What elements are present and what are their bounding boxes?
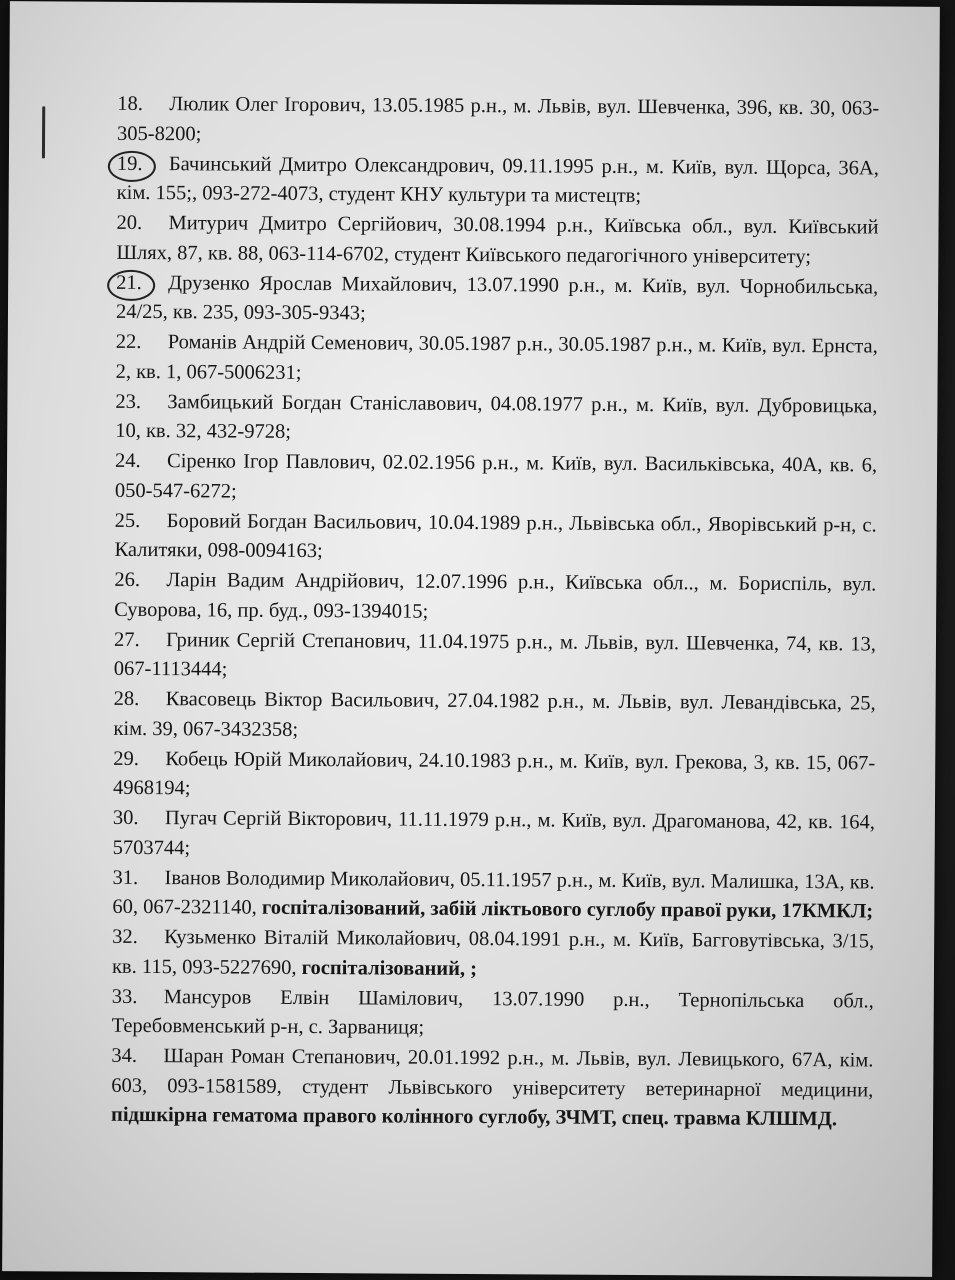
entry-text: Боровий Богдан Васильович, 10.04.1989 р.н., Львівська обл., Яворівський р-н, с. Калитяки, 098-0094163;	[114, 509, 877, 563]
list-item	[111, 1042, 874, 1135]
list-item	[116, 209, 878, 273]
document-page	[2, 1, 940, 1277]
list-item	[112, 982, 874, 1046]
entry-number: 22.	[115, 330, 142, 353]
entry-text: Друзенко Ярослав Михайлович, 13.07.1990 р.н., м. Київ, вул. Чорнобильська, 24/25, кв. 235, 093-305-9343;	[115, 271, 879, 325]
entry-text: Квасовець Віктор Васильович, 27.04.1982 р.н., м. Львів, вул. Левандівська, 25, кім. 39, 067-3432358;	[113, 688, 876, 741]
entry-list	[111, 90, 879, 1136]
list-item	[114, 625, 876, 689]
entry-number-circled: 19.	[117, 149, 169, 179]
entry-text: Пугач Сергій Вікторович, 11.11.1979 р.н., м. Київ, вул. Драгоманова, 42, кв. 164, 5703744;	[112, 807, 875, 859]
entry-text: Люлик Олег Ігорович, 13.05.1985 р.н., м. Львів, вул. Шевченка, 396, кв. 30, 063-305-8200;	[117, 93, 880, 145]
entry-text: Ларін Вадим Андрійович, 12.07.1996 р.н., Київська обл.., м. Бориспіль, вул. Суворова, 16, пр. буд., 093-1394015;	[114, 569, 877, 623]
entry-text: Кузьменко Віталій Миколайович, 08.04.1991 р.н., м. Київ, Багговутівська, 3/15, кв. 115, 093-5227690,	[111, 926, 875, 979]
entry-number: 27.	[113, 628, 140, 651]
list-item	[115, 447, 877, 511]
list-item	[113, 685, 875, 749]
entry-text: Замбицький Богдан Станіславович, 04.08.1977 р.н., м. Київ, вул. Дубровицька, 10, кв. 32, 432-9728;	[115, 390, 878, 443]
list-item	[116, 328, 878, 392]
entry-text: Митурич Дмитро Сергійович, 30.08.1994 р.н., Київська обл., вул. Київський Шлях, 87, кв. 88, 063-114-6702, студент Київського педагогічного університету;	[116, 212, 879, 268]
entry-text: Кобець Юрій Миколайович, 24.10.1983 р.н., м. Київ, вул. Грекова, 3, кв. 15, 067-4968194;	[113, 747, 876, 800]
entry-number: 25.	[114, 509, 141, 532]
entry-number: 34.	[111, 1044, 138, 1067]
entry-number: 18.	[117, 92, 143, 115]
entry-text: Бачинський Дмитро Олександрович, 09.11.1995 р.н., м. Київ, вул. Щорса, 36А, кім. 155;, 093-272-4073, студент КНУ культури та мистецтв;	[116, 152, 879, 208]
entry-bold-text: госпіталізований, ;	[301, 956, 478, 980]
entry-number: 28.	[113, 687, 140, 710]
entry-bold-text: підшкірна гематома правого колінного суглобу, ЗЧМТ, спец. травма КЛШМД.	[111, 1103, 838, 1131]
list-item	[116, 268, 878, 332]
list-item	[114, 506, 876, 570]
entry-number: 23.	[115, 390, 142, 413]
entry-text: Гриник Сергій Степанович, 11.04.1975 р.н., м. Львів, вул. Шевченка, 74, кв. 13, 067-1113444;	[113, 628, 877, 681]
list-item	[114, 566, 876, 630]
entry-text: Сіренко Ігор Павлович, 02.02.1956 р.н., м. Київ, вул. Васильківська, 40А, кв. 6, 050-547-6272;	[114, 450, 878, 503]
entry-text: Романів Андрій Семенович, 30.05.1987 р.н., 30.05.1987 р.н., м. Київ, вул. Ернста, 2, кв. 1, 067-5006231;	[115, 331, 878, 384]
entry-number: 31.	[112, 866, 139, 889]
margin-pen-mark	[42, 106, 45, 158]
list-item	[113, 804, 875, 868]
list-item	[112, 923, 874, 987]
entry-text: Шаран Роман Степанович, 20.01.1992 р.н., м. Львів, вул. Левицького, 67А, кім. 603, 093-1581589, студент Львівського університету ветеринарної медицини,	[111, 1045, 874, 1101]
list-item	[117, 90, 879, 154]
entry-text: Мансуров Елвін Шамілович, 13.07.1990 р.н., Тернопільська обл., Теребовменський р-н, с. Зарваниця;	[111, 985, 874, 1039]
entry-number: 20.	[116, 211, 143, 234]
list-item	[113, 744, 875, 808]
list-item	[112, 863, 874, 927]
entry-number: 24.	[115, 449, 141, 472]
entry-bold-text: госпіталізований, забій ліктьового суглобу правої руки, 17КМКЛ;	[261, 896, 874, 923]
entry-number: 30.	[112, 806, 139, 829]
entry-number-circled: 21.	[116, 268, 168, 298]
entry-number: 32.	[112, 925, 138, 948]
entry-number: 29.	[113, 747, 139, 770]
list-item	[117, 149, 879, 213]
entry-number: 33.	[111, 985, 138, 1008]
list-item	[115, 387, 877, 451]
entry-text: Іванов Володимир Миколайович, 05.11.1957 р.н., м. Київ, вул. Малишка, 13А, кв. 60, 067-2321140,	[112, 866, 875, 919]
entry-number: 26.	[114, 568, 141, 591]
